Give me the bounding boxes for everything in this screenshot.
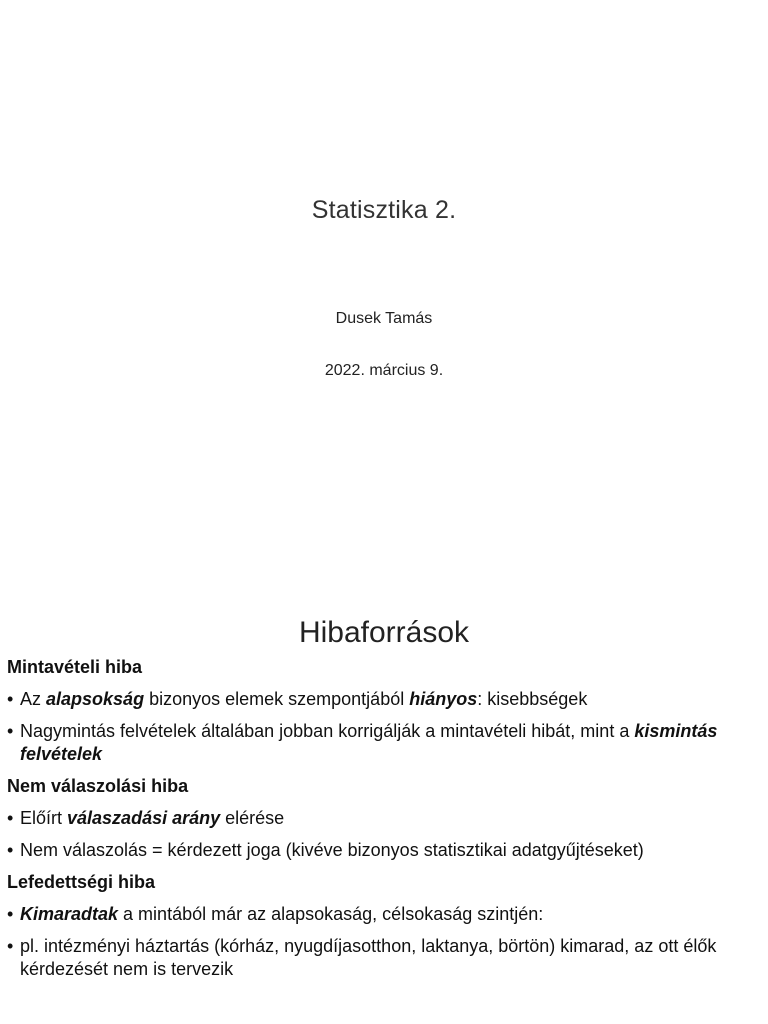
bullet-text: pl. intézményi háztartás (kórház, nyugdíjasotthon, laktanya, börtön) kimarad, az ott élők kérdezését nem is tervezik (20, 936, 717, 979)
bullet-icon: • (7, 840, 14, 860)
emphasis-text: Kimaradtak (20, 904, 119, 924)
slide-title: Hibaforrások (298, 616, 470, 649)
bullet-item (7, 807, 752, 830)
slide-title: Statisztika 2. (311, 196, 457, 224)
bullet-item (7, 903, 752, 926)
bullet-text: a mintából már az alapsokaság, célsokaság szintjén: (118, 904, 544, 924)
bullet-icon: • (7, 904, 14, 924)
emphasis-text: hiányos (409, 689, 478, 709)
emphasis-text: alapsokság (46, 689, 145, 709)
bullet-text: Nem válaszolás = kérdezett joga (kivéve bizonyos statisztikai adatgyűjtéseket) (20, 840, 644, 860)
content-slide (0, 560, 768, 1024)
bullet-item (7, 839, 752, 862)
bullet-text: : kisebbségek (477, 689, 588, 709)
bullet-text: bizonyos elemek szempontjából (144, 689, 410, 709)
section-heading: Nem válaszolási hiba (7, 776, 189, 796)
presentation-date: 2022. március 9. (324, 362, 444, 379)
bullet-item (7, 688, 752, 711)
bullet-text: Előírt (20, 808, 68, 828)
bullet-item (7, 935, 752, 981)
bullet-item (7, 720, 752, 766)
bullet-icon: • (7, 689, 14, 709)
bullet-text: Az (20, 689, 47, 709)
section-heading: Mintavételi hiba (7, 657, 143, 677)
author-name: Dusek Tamás (335, 310, 433, 327)
section-heading: Lefedettségi hiba (7, 872, 156, 892)
emphasis-text: válaszadási arány (67, 808, 221, 828)
bullet-icon: • (7, 721, 14, 741)
emphasis-text: kismintás felvételek (20, 721, 718, 764)
bullet-icon: • (7, 808, 14, 828)
bullet-text: Nagymintás felvételek általában jobban korrigálják a mintavételi hibát, mint a (20, 721, 635, 741)
slide-body (7, 656, 752, 990)
bullet-text: elérése (220, 808, 285, 828)
bullet-icon: • (7, 936, 14, 956)
